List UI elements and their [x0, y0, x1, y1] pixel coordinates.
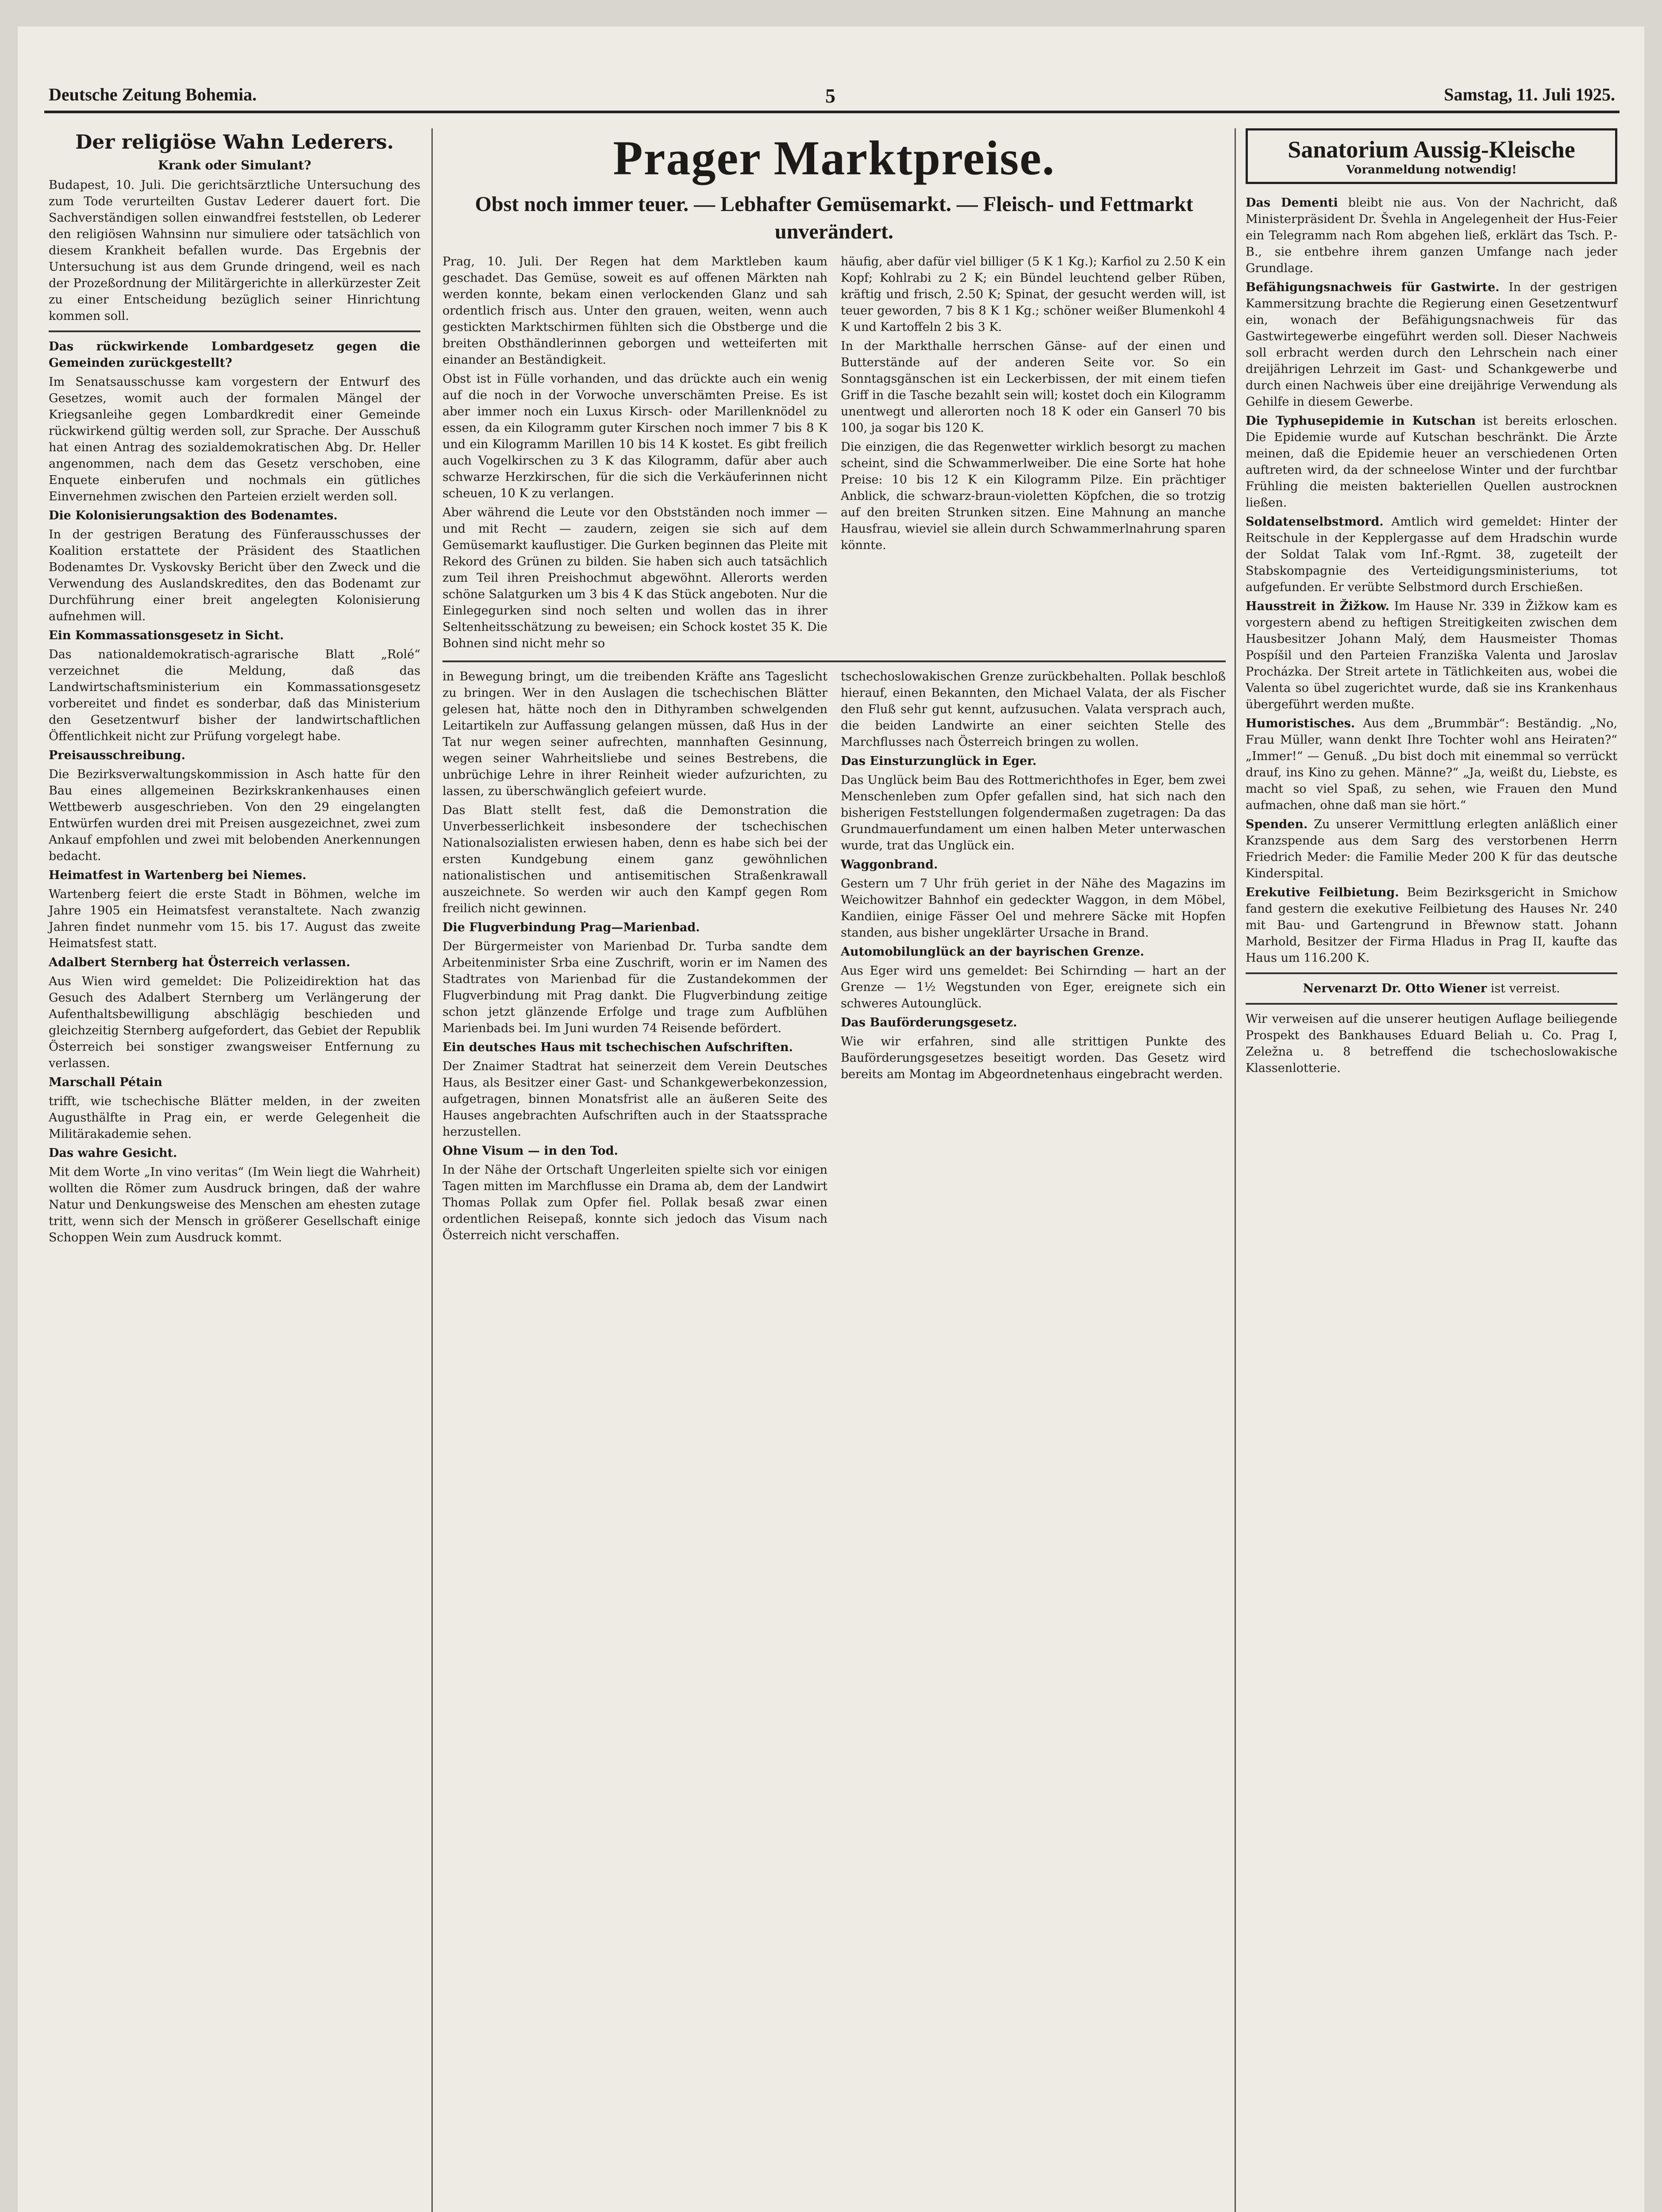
divider [442, 661, 1226, 662]
article-headline: Soldatenselbstmord. [1246, 515, 1384, 529]
article-headline: Das Dementi [1246, 196, 1338, 210]
page-header [44, 80, 1620, 113]
column-divider [431, 128, 433, 2212]
article-headline: Das Einsturzunglück in Eger. [841, 754, 1037, 768]
column-left [49, 128, 420, 1248]
article-paragraph: In der gestrigen Beratung des Fünferausschusses der Koalition erstattete der Präsident des Staatlichen Bodenamtes Dr. Vyskovsky Bericht über den Zweck und die Verwendung des Auslandskredites, den das Bodenamt zur Durchführung einer breit angelegten Kolonisierung aufnehmen will. [49, 528, 420, 623]
article-title: Der religiöse Wahn Lederers. [75, 131, 394, 154]
article-paragraph: Das Blatt stellt fest, daß die Demonstration die Unverbesserlichkeit insbesondere der tschechischen Nationalsozialisten erwiesen haben, denn es habe sich bei der ersten Kundgebung einem ganz gewöhnlichen nationalistischen und antisemitischen Straßenkrawall auszeichnete. So werden wir auch den Kampf gegen Rom freilich nicht gewinnen. [442, 803, 827, 915]
article-headline: Erekutive Feilbietung. [1246, 886, 1399, 899]
article-paragraph: tschechoslowakischen Grenze zurückbehalten. Pollak beschloß hierauf, einen Bekannten, den Michael Valata, der als Fischer den Fluß sehr gut kennt, aufzusuchen. Valata versprach auch, die beiden Landwirte an einer seichten Stelle des Marchflusses nach Österreich bringen zu wollen. [841, 670, 1226, 749]
article-paragraph: Amtlich wird gemeldet: Hinter der Reitschule in der Kepplergasse auf dem Hradschin wurde der Soldat Talak vom Inf.-Rgmt. 38, zugeteilt der Stabskompagnie des Verteidigungsministeriums, tot aufgefunden. Er verübte Selbstmord durch Erschießen. [1246, 515, 1617, 594]
news-subcolumn-right [841, 668, 1226, 1246]
article-headline: Die Flugverbindung Prag—Marienbad. [442, 921, 700, 934]
article-headline: Adalbert Sternberg hat Österreich verlassen. [49, 956, 350, 969]
article-headline: Ohne Visum — in den Tod. [442, 1144, 618, 1158]
article-headline: Das rückwirkende Lombardgesetz gegen die Gemeinden zurückgestellt? [49, 340, 420, 370]
market-prices-headline: Prager Marktpreise. [613, 131, 1055, 185]
market-article-body [442, 253, 1226, 654]
ad-subtitle: Voranmeldung notwendig! [1346, 163, 1517, 177]
newspaper-page [18, 27, 1644, 2212]
article-paragraph: In der Nähe der Ortschaft Ungerleiten spielte sich vor einigen Tagen mitten im Marchflusse ein Drama ab, dem der Landwirt Thomas Pollak zum Opfer fiel. Pollak besaß zwar einen ordentlichen Reisepaß, konnte sich jedoch das Visum nach Österreich nicht verschaffen. [442, 1163, 827, 1242]
market-prices-deck: Obst noch immer teuer. — Lebhafter Gemüsemarkt. — Fleisch- und Fettmarkt unverändert. [475, 192, 1193, 243]
article-paragraph: Beim Bezirksgericht in Smichow fand gestern die exekutive Feilbietung des Hauses Nr. 240 mit Bau- und Gartengrund in Břewnow statt. Johann Marhold, Besitzer der Firma Hladus in Prag II, kaufte das Haus um 116.200 K. [1246, 886, 1617, 965]
article-headline: Das Bauförderungsgesetz. [841, 1016, 1017, 1029]
article-paragraph: in Bewegung bringt, um die treibenden Kräfte ans Tageslicht zu bringen. Wer in den Auslagen die tschechischen Blätter gelesen hat, hätte noch den in Dithyramben schwelgenden Leitartikeln zur Auffassung gelangen müssen, daß Hus in der Tat nur wegen seiner aufrechten, mannhaften Gesinnung, wegen seiner Wahrheitsliebe und seines Bestrebens, die unbrüchige Lehre in ihrer Reinheit wieder aufzurichten, zu lassen, zu überschwänglich gefeiert wurde. [442, 670, 827, 798]
article-paragraph: Wie wir erfahren, sind alle strittigen Punkte des Bauförderungsgesetzes beseitigt worden. Das Gesetz wird bereits am Montag im Abgeordnetenhaus eingebracht werden. [841, 1035, 1226, 1081]
article-headline: Hausstreit in Žižkow. [1246, 599, 1389, 613]
article-paragraph: Die Bezirksverwaltungskommission in Asch hatte für den Bau eines allgemeinen Bezirkskrankenhauses einen Wettbewerb ausgeschrieben. Von den 29 eingelangten Entwürfen wurden drei mit Preisen ausgezeichnet, zwei zum Ankauf empfohlen und zwei mit belobenden Anerkennungen bedacht. [49, 768, 420, 863]
article-headline: Ein Kommassationsgesetz in Sicht. [49, 629, 284, 642]
article-paragraph: trifft, wie tschechische Blätter melden, in der zweiten Augusthälfte in Prag ein, er werde Gelegenheit die Militärakademie sehen. [49, 1094, 420, 1141]
notice-headline: Nervenarzt Dr. Otto Wiener [1303, 982, 1487, 995]
article-paragraph: Im Hause Nr. 339 in Žižkow kam es vorgestern abend zu heftigen Streitigkeiten zwischen dem Hausbesitzer Johann Malý, dem Hausmeister Thomas Pospíšil und den Parteien Franziška Valenta und Jaroslav Procházka. Der Streit artete in Tätlichkeiten aus, wobei die Valenta so übel zugerichtet wurde, daß sie ins Krankenhaus übergeführt werden mußte. [1246, 599, 1617, 711]
article-paragraph: Der Bürgermeister von Marienbad Dr. Turba sandte dem Arbeitenminister Srba eine Zuschrift, worin er im Namen des Stadtrates von Marienbad für die Zustandekommen der Flugverbindung mit Prag dankt. Die Flugverbindung zeitige schon jetzt glänzende Erfolge und trage zum Aufblühen Marienbads bei. Im Juni wurden 74 Reisende befördert. [442, 940, 827, 1035]
article-paragraph: Obst ist in Fülle vorhanden, und das drückte auch ein wenig auf die noch in der Vorwoche unverschämten Preise. Es ist aber immer noch ein Luxus Kirsch- oder Marillenknödel zu essen, da ein Kilogramm guter Kirschen noch immer 7 bis 8 K und ein Kilogramm Marillen 10 bis 14 K kostet. Es gibt freilich auch Vogelkirschen zu 3 K das Kilogramm, dafür aber auch schwarze Herzkirschen, für die sich die Verkäuferinnen nicht scheuen, 10 K zu verlangen. [442, 372, 827, 500]
article-paragraph: bleibt nie aus. Von der Nachricht, daß Ministerpräsident Dr. Švehla in Angelegenheit der Hus-Feier ein Telegramm nach Rom abgehen ließ, erklärt das Tsch. P.-B., sie entbehre ihrem ganzen Umfange nach jeder Grundlage. [1246, 196, 1617, 275]
page-number: 5 [825, 84, 835, 107]
article-paragraph: Aus dem „Brummbär“: Beständig. „No, Frau Müller, wann denkt Ihre Tochter wohl ans Heiraten?“ „Immer!“ — Genuß. „Du bist doch mit einemmal so verrückt drauf, ins Kino zu gehen. Männe?“ „Ja, weißt du, Liebste, es macht so viel Spaß, zu sehen, wie Frauen den Mund aufmachen, ohne daß man sie hört.“ [1246, 717, 1617, 812]
article-headline: Preisausschreibung. [49, 749, 185, 762]
market-subcolumn-right [841, 253, 1226, 654]
article-headline: Heimatfest in Wartenberg bei Niemes. [49, 868, 307, 882]
article-paragraph: Zu unserer Vermittlung erlegten anläßlich einer Kranzspende aus dem Sarg des verstorbenen Herrn Friedrich Meder: die Familie Meder 200 K für das deutsche Kinderspital. [1246, 818, 1617, 880]
article-paragraph: Budapest, 10. Juli. Die gerichtsärztliche Untersuchung des zum Tode verurteilten Gustav Lederer dauert fort. Die Sachverständigen sollen einwandfrei feststellen, ob Lederer den religiösen Wahnsinn nur simuliere oder tatsächlich von diesem Krankheit befallen wurde. Das Ergebnis der Untersuchung ist aus dem Grunde dringend, weil es nach der Prozeßordnung der Militärgerichte in allerkürzester Zeit zu einer Entscheidung bezüglich seiner Hinrichtung kommen soll. [49, 178, 420, 323]
article-paragraph: Aus Eger wird uns gemeldet: Bei Schirnding — hart an der Grenze — 1½ Wegstunden von Eger, ereignete sich ein schweres Autounglück. [841, 964, 1226, 1010]
article-headline: Das wahre Gesicht. [49, 1146, 177, 1160]
article-headline: Die Kolonisierungsaktion des Bodenamtes. [49, 509, 338, 522]
article-headline: Humoristisches. [1246, 717, 1355, 730]
article-paragraph: In der gestrigen Kammersitzung brachte die Regierung einen Gesetzentwurf ein, wonach der Befähigungsnachweis für das Gastwirtegewerbe eingeführt werden soll. Dieser Nachweis soll erbracht werden durch den Lehrschein nach einer dreijährigen Lehrzeit im Gast- und Schankgewerbe und durch einen Nachweis über eine dreijährige Verwendung als Gehilfe in diesem Gewerbe. [1246, 280, 1617, 409]
divider [1246, 1003, 1617, 1005]
article-paragraph: häufig, aber dafür viel billiger (5 K 1 Kg.); Karfiol zu 2.50 K ein Kopf; Kohlrabi zu 2 K; ein Bündel leuchtend gelber Rüben, kräftig und frisch, 2.50 K; Spinat, der gesucht werden will, ist teuer geworden, 7 bis 8 K 1 Kg.; schöner weißer Blumenkohl 4 K und Kartoffeln 2 bis 3 K. [841, 255, 1226, 334]
divider [49, 330, 420, 332]
column-right [1246, 128, 1617, 1079]
article-headline: Spenden. [1246, 818, 1308, 831]
article-paragraph: Der Znaimer Stadtrat hat seinerzeit dem Verein Deutsches Haus, als Besitzer einer Gast- und Schankgewerbekonzession, aufgetragen, binnen Monatsfrist alle an äußeren Seite des Hauses angebrachten Aufschriften auch in der Staatssprache herzustellen. [442, 1060, 827, 1139]
article-paragraph: Gestern um 7 Uhr früh geriet in der Nähe des Magazins im Weichowitzer Bahnhof ein gedeckter Waggon, in dem Möbel, Kandiien, einige Fässer Oel und mehrere Säcke mit Hopfen standen, aus bisher ungeklärter Ursache in Brand. [841, 877, 1226, 940]
divider [1246, 972, 1617, 974]
article-headline: Ein deutsches Haus mit tschechischen Aufschriften. [442, 1041, 793, 1054]
article-paragraph: In der Markthalle herrschen Gänse- auf der einen und Butterstände auf der anderen Seite vor. So ein Sonntagsgänschen ist ein Leckerbissen, der mit einem tiefen Griff in die Tasche bezahlt sein will; kostet doch ein Kilogramm unentwegt und allerorten noch 18 K oder ein Ganserl 70 bis 100, ja sogar bis 120 K. [841, 339, 1226, 435]
column-divider [1235, 128, 1236, 2212]
notice-text: ist verreist. [1490, 982, 1560, 995]
article-subtitle: Krank oder Simulant? [158, 158, 312, 173]
issue-date: Samstag, 11. Juli 1925. [1444, 84, 1615, 104]
article-paragraph: Das nationaldemokratisch-agrarische Blatt „Rolé“ verzeichnet die Meldung, daß das Landwirtschaftsministerium ein Kommassationsgesetz vorbereitet und findet es sonderbar, daß das Ministerium den Gesetzentwurf bisher der landwirtschaftlichen Öffentlichkeit nicht zur Prüfung vorgelegt habe. [49, 648, 420, 743]
article-paragraph: Aus Wien wird gemeldet: Die Polizeidirektion hat das Gesuch des Adalbert Sternberg um Verlängerung der Aufenthaltsbewilligung abschlägig beschieden und gleichzeitig Sternberg aufgefordert, das Gebiet der Republik Österreich bei sonstiger zwangsweiser Entfernung zu verlassen. [49, 975, 420, 1070]
column-center [442, 128, 1226, 1246]
news-body [442, 668, 1226, 1246]
ad-title: Sanatorium Aussig-Kleische [1288, 136, 1575, 163]
newspaper-name: Deutsche Zeitung Bohemia. [49, 84, 257, 104]
supplement-notice: Wir verweisen auf die unserer heutigen Auflage beiliegende Prospekt des Bankhauses Eduard Beliah u. Co. Prag I, Zeležna u. 8 betreffend die tschechoslowakische Klassenlotterie. [1246, 1012, 1617, 1075]
article-paragraph: Prag, 10. Juli. Der Regen hat dem Marktleben kaum geschadet. Das Gemüse, soweit es auf offenen Märkten nah werden konnte, bekam einen verlockenden Glanz und sah ordentlich frisch aus. Unter den grauen, weiten, wenn auch gestickten Marktschirmen fühlten sich die Obstberge und die breiten Obsthändlerinnen geborgen und wetteiferten mit einander an Beständigkeit. [442, 255, 827, 367]
article-paragraph: Das Unglück beim Bau des Rottmerichthofes in Eger, bem zwei Menschenleben zum Opfer gefallen sind, hat sich nach den bisherigen Feststellungen folgendermaßen zugetragen: Da das Grundmauerfundament um einen halben Meter unterwaschen wurde, trat das Unglück ein. [841, 773, 1226, 853]
article-paragraph: ist bereits erloschen. Die Epidemie wurde auf Kutschan beschränkt. Die Ärzte meinen, daß die Epidemie heuer an verschiedenen Orten auftreten wird, da der schneelose Winter und der furchtbar Frühling die meisten bakteriellen Quellen austrocknen ließen. [1246, 414, 1617, 510]
news-subcolumn-left [442, 668, 827, 1246]
article-paragraph: Mit dem Worte „In vino veritas“ (Im Wein liegt die Wahrheit) wollten die Römer zum Ausdruck bringen, daß der wahre Natur und Denkungsweise des Menschen am ehesten zutage tritt, wenn sich der Mensch in größerer Gesellschaft einige Schoppen Wein zum Ausdruck kommt. [49, 1165, 420, 1244]
article-paragraph: Im Senatsausschusse kam vorgestern der Entwurf des Gesetzes, womit auch der formalen Mängel der Kriegsanleihe gegen Lombardkredit einer Gemeinde rückwirkend gültig werden soll, zur Sprache. Der Ausschuß hat einen Antrag des sozialdemokratischen Abg. Dr. Heller angenommen, nach dem das Gesetz verschoben, eine Enquete einberufen und nochmals ein gütliches Einvernehmen zwischen den Parteien erzielt werden soll. [49, 375, 420, 503]
sanatorium-advertisement [1246, 128, 1617, 184]
article-paragraph: Wartenberg feiert die erste Stadt in Böhmen, welche im Jahre 1905 ein Heimatsfest veranstaltete. Nach zwanzig Jahren findet nunmehr vom 15. bis 17. August das zweite Heimatsfest statt. [49, 887, 420, 950]
article-headline: Die Typhusepidemie in Kutschan [1246, 414, 1476, 428]
article-headline: Automobilunglück an der bayrischen Grenze. [841, 945, 1144, 959]
article-headline: Befähigungsnachweis für Gastwirte. [1246, 280, 1500, 294]
market-subcolumn-left [442, 253, 827, 654]
article-headline: Waggonbrand. [841, 858, 938, 872]
article-paragraph: Die einzigen, die das Regenwetter wirklich besorgt zu machen scheint, sind die Schwammerlweiber. Die eine Sorte hat hohe Preise: 10 bis 12 K ein Kilogramm Pilze. Ein prächtiger Anblick, die schwarz-braun-violetten Köpfchen, die so trotzig auf den breiten Strunken sitzen. Eine Mahnung an manche Hausfrau, wieviel sie allein durch Schwammerlnahrung sparen könnte. [841, 440, 1226, 552]
article-paragraph: Aber während die Leute vor den Obstständen noch immer — und mit Recht — zaudern, zeigen sie sich auf dem Gemüsemarkt kauflustiger. Die Gurken beginnen das Pleite mit Rekord des Grünen zu bilden. Sie haben sich auch tatsächlich zum Teil ihren Preishochmut abgewöhnt. Allerorts werden schöne Salatgurken um 3 bis 4 K das Stück angeboten. Nur die Einlegegurken sind noch selten und wollen das in ihrer Seltenheitsschätzung zu beweisen; ein Schock kostet 35 K. Die Bohnen sind nicht mehr so [442, 506, 827, 650]
article-headline: Marschall Pétain [49, 1075, 162, 1089]
